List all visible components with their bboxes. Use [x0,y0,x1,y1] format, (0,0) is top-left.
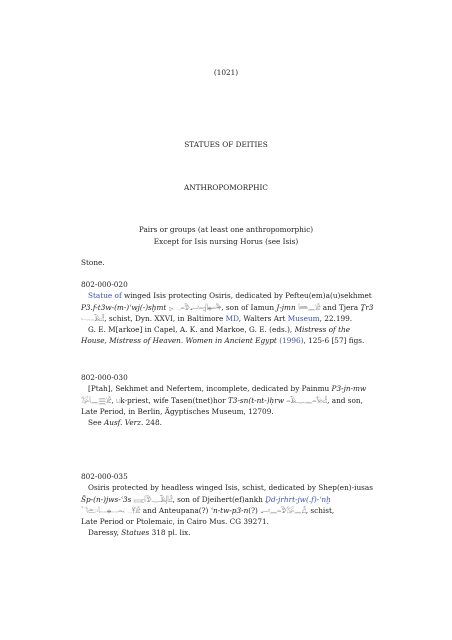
hieroglyph-group: 𓆓𓂧𓇋𓂋𓐍𓂋𓏏𓆑𓋹𓀀 [81,506,141,515]
entry-number: 802-000-035 [81,472,128,481]
entry-description: [Ptah], Sekhmet and Nefertem, incomplete, dedicated by Painmu P3-jn-mw 𓅮𓇋𓈖𓈗𓀀, 𓂓k-priest, wife Tasen(tnet)hor T3-sn(t-nt-)ḥrw 𓏏𓄿𓊃𓈖𓏏𓅃𓁐, and son, [81,384,367,405]
entry-802-000-035 [81,471,377,539]
hieroglyph-group: 𓇋𓏠𓈖𓀀 [298,303,321,312]
entry-date-location: Late Period or Ptolemaic, in Cairo Mus. CG 39271. [81,517,269,527]
entry-description: Statue of winged Isis protecting Osiris, dedicated by Pefteu(em)a(u)sekhmet P3.f-t3w-(m-)ʿwj(-)sḫmt 𓊪𓆑𓏏𓅱𓂝𓏏𓊪𓋴𓐍𓏏𓅆, son of Iamun J-jmn 𓇋𓏠𓈖𓀀 and Tjera Ṯr3 𓍿𓂋𓄿𓁐, schist, Dyn. XXVI, in Baltimore MD, Walters Art Museum, 22.199. [81,291,374,323]
museum-link[interactable]: Museum [287,313,320,323]
hieroglyph-group: 𓈙𓊪𓇋𓅱𓊃𓄿𓋴𓁐 [133,495,173,504]
entry-802-000-030 [81,372,377,428]
page-number: (1021) [213,68,239,77]
entry-number: 802-000-030 [81,373,128,382]
entry-date-location: Late Period, in Berlin, Ägyptisches Museum, 12709. [81,406,274,416]
reference-year-link[interactable]: (1996) [279,336,304,346]
category-line-1: Pairs or groups (at least one anthropomorphic) [138,225,314,234]
hieroglyph-group: 𓍿𓂋𓄿𓁐 [81,314,105,323]
name-link[interactable]: Ḏd-jrhrt-jw(.f)-ʿnḫ [265,494,331,504]
hieroglyph-group: 𓅮𓇋𓈖𓈗𓀀 [81,396,112,405]
category-line-2: Except for Isis nursing Horus (see Isis) [153,237,299,246]
ka-glyph: 𓂓 [115,396,121,405]
section-title: STATUES OF DEITIES [184,140,268,149]
entry-802-000-020 [81,279,377,347]
entry-reference: Daressy, Statues 318 pl. lix. [88,528,191,538]
hieroglyph-group: 𓊪𓆑𓏏𓅱𓂝𓏏𓊪𓋴𓐍𓏏𓅆 [168,303,222,312]
hieroglyph-group: 𓏏𓄿𓊃𓈖𓏏𓅃𓁐 [286,396,328,405]
material-label: Stone. [81,258,105,267]
md-link[interactable]: MD [225,313,239,323]
hieroglyph-group: 𓂝𓈖𓏏𓅱𓅮𓈖𓁐 [260,506,306,515]
subsection-title: ANTHROPOMORPHIC [184,183,268,192]
entry-description: Osiris protected by headless winged Isis, schist, dedicated by Shep(en)-iusas Šp-(n-)jws-ʿ3s 𓈙𓊪𓇋𓅱𓊃𓄿𓋴𓁐, son of Djeihert(ef)ankh Ḏd-jrhrt-jw(.f)-ʿnḫ 𓆓𓂧𓇋𓂋𓐍𓂋𓏏𓆑𓋹𓀀 and Anteupana(?) ʿn-tw-p3-n(?) 𓂝𓈖𓏏𓅱𓅮𓈖𓁐, schist, [81,483,373,515]
statue-link[interactable]: Statue of [88,291,122,301]
entry-number: 802-000-020 [81,280,128,289]
entry-see-reference: See Ausf. Verz. 248. [88,418,162,428]
entry-reference: G. E. M[arkoe] in Capel, A. K. and Markoe, G. E. (eds.), Mistress of the House, Mistress of Heaven. Women in Ancient Egypt (1996), 125-6 [57] figs. [81,325,365,346]
